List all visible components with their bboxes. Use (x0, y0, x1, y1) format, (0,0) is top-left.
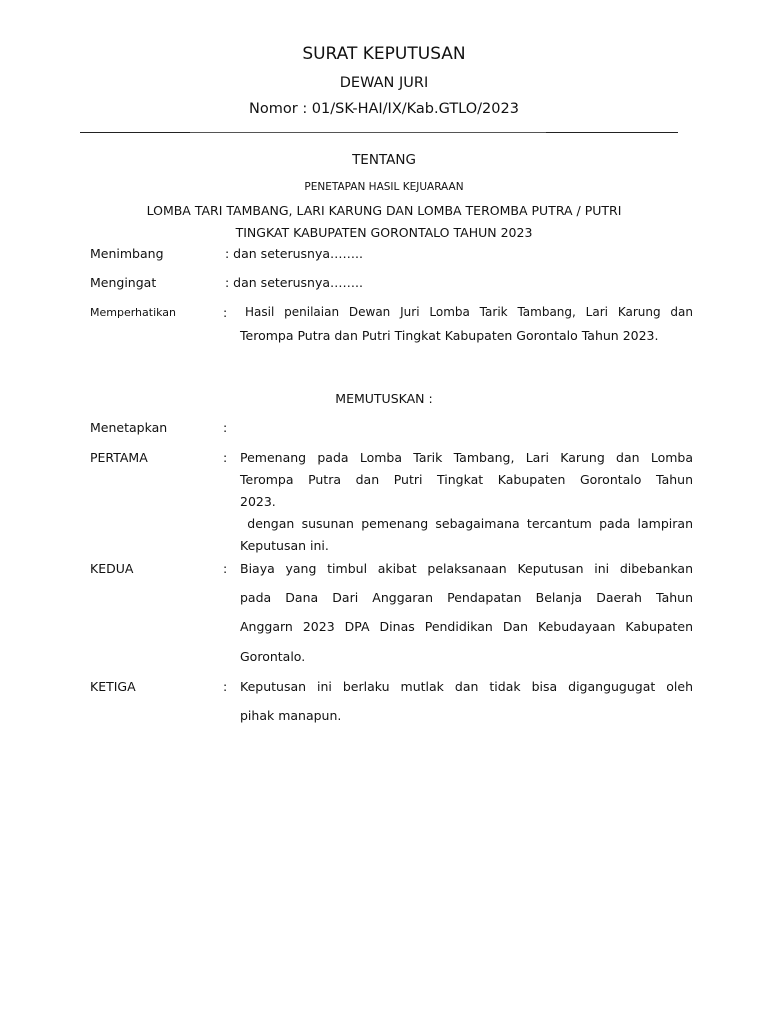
memperhatikan-line-1: Hasil penilaian Dewan Juri Lomba Tarik Tambang, Lari Karung dan (245, 305, 693, 319)
pertama-label: PERTAMA (90, 450, 148, 465)
mengingat-value: : dan seterusnya…….. (225, 275, 363, 290)
menimbang-value: : dan seterusnya…….. (225, 246, 363, 261)
document-title: SURAT KEPUTUSAN (302, 44, 466, 64)
ketiga-label: KETIGA (90, 679, 136, 694)
tingkat-line: TINGKAT KABUPATEN GORONTALO TAHUN 2023 (235, 225, 533, 240)
pertama-line-1: Pemenang pada Lomba Tarik Tambang, Lari Karung dan Lomba (240, 450, 693, 465)
tentang-heading: TENTANG (352, 152, 416, 168)
document-subtitle: DEWAN JURI (339, 75, 429, 91)
ketiga-line-1: Keputusan ini berlaku mutlak dan tidak bisa digangugugat oleh (240, 679, 693, 694)
memutuskan-heading: MEMUTUSKAN : (335, 391, 433, 406)
mengingat-label: Mengingat (90, 275, 157, 290)
kedua-line-1: Biaya yang timbul akibat pelaksanaan Keputusan ini dibebankan (240, 561, 693, 576)
memperhatikan-line-2: Terompa Putra dan Putri Tingkat Kabupaten Gorontalo Tahun 2023. (240, 328, 659, 343)
pertama-line-5: Keputusan ini. (240, 538, 329, 553)
pertama-colon: : (223, 450, 228, 465)
kedua-line-3: Anggarn 2023 DPA Dinas Pendidikan Dan Kebudayaan Kabupaten (240, 619, 693, 634)
header-rule-left (80, 132, 190, 133)
menetapkan-label: Menetapkan (90, 420, 168, 435)
lomba-line: LOMBA TARI TAMBANG, LARI KARUNG DAN LOMBA TEROMBA PUTRA / PUTRI (146, 203, 622, 218)
menimbang-label: Menimbang (90, 246, 164, 261)
ketiga-colon: : (223, 679, 228, 694)
menetapkan-colon: : (223, 420, 228, 435)
kedua-colon: : (223, 561, 228, 576)
pertama-line-3: 2023. (240, 494, 276, 509)
pertama-line-2: Terompa Putra dan Putri Tingkat Kabupaten Gorontalo Tahun (240, 472, 693, 487)
header-rule-right (546, 132, 678, 133)
penetapan-line: PENETAPAN HASIL KEJUARAAN (304, 181, 464, 193)
memperhatikan-label: Memperhatikan (90, 306, 177, 319)
kedua-label: KEDUA (90, 561, 134, 576)
document-number: Nomor : 01/SK-HAI/IX/Kab.GTLO/2023 (249, 101, 519, 117)
header-rule-middle (190, 132, 546, 133)
memperhatikan-colon: : (223, 305, 228, 320)
pertama-line-4: dengan susunan pemenang sebagaimana tercantum pada lampiran (240, 516, 693, 531)
kedua-line-4: Gorontalo. (240, 649, 306, 664)
ketiga-line-2: pihak manapun. (240, 708, 342, 723)
kedua-line-2: pada Dana Dari Anggaran Pendapatan Belanja Daerah Tahun (240, 590, 693, 605)
